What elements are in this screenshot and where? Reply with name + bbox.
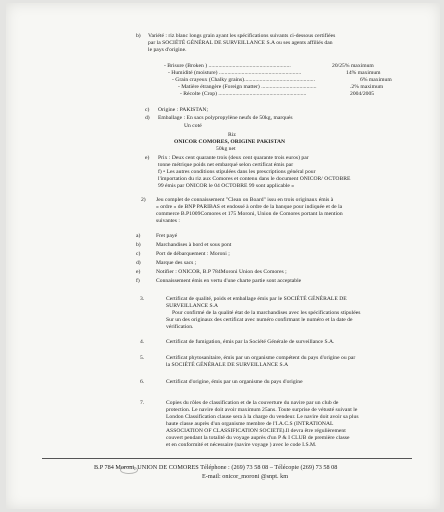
classification-line-4: haute classe auprès d'un organisme membre de l'I.A.C.S (INTRATIONAL — [166, 421, 334, 427]
item-6-number: 6. — [140, 379, 145, 385]
spec-label: - Brisure (Broken ) .......................................................... — [164, 63, 291, 69]
packaging-line-1: Emballage : En sacs polypropylène neufs de 50kg, marqués — [158, 115, 293, 121]
bill-of-lading-line-2: « ordre » de BNP PARIBAS et endossé à ordre de la banque pour indiquée et de la — [156, 204, 343, 210]
bill-of-lading-line-4: suivantes : — [156, 218, 180, 224]
spec-label: - Humidité (moisture) .......................................................... — [168, 70, 302, 76]
footer-address: B.P 784 Moroni, UNION DE COMORES Téléphone : (269) 73 58 08 – Télécopie (269) 73 58 08 — [94, 464, 338, 471]
item-2-number: 2) — [141, 197, 146, 203]
classification-line-1: Copies du rôles de classification et de la couverture du navire par un club de — [166, 400, 339, 406]
item-b-number: b) — [136, 33, 141, 39]
price-line-1: Prix : Deux cent quarante trois (deux cent quarante trois euros) par — [158, 155, 309, 161]
price-line-3: f) • Les autres conditions stipulées dans les prescriptions général pour — [158, 169, 316, 175]
bill-of-lading-line-1: Jeu complet de connaissement "Clean on Board" issu en trois originaux émis à — [156, 197, 334, 203]
spec-label: - Grain crayeux (Chalky grains).................................................. — [172, 77, 315, 83]
footer-rule — [42, 458, 412, 459]
footer-email: E-mail: onicor_moroni @snpt. km — [202, 473, 289, 480]
item-5-number: 5. — [140, 355, 145, 361]
classification-line-6: couvert pendant la totalité du voyage auprès d'un P & I CLUB de première classe — [166, 435, 350, 441]
spec-label: - Récolte (Crop) .............................................................. — [180, 91, 307, 97]
sublist-number: f) — [136, 278, 140, 284]
quality-cert-line-5: vérification. — [166, 324, 194, 330]
packaging-marking: ONICOR COMORES, ORIGINE PAKISTAN — [174, 139, 286, 145]
phytosanitary-cert-line-1: Certificat phytosanitaire, émis par un organisme compétent du pays d'origine ou par — [166, 355, 356, 361]
sublist-item: Notifier : ONICOR, B.P 784Moroni Union des Comores ; — [156, 269, 287, 275]
sublist-item: Fret payé — [156, 233, 178, 239]
item-e-number: e) — [145, 155, 150, 161]
classification-line-2: protection. Le navire doit avoir maximum 25ans. Toute surprise de vétusté suivant le — [166, 407, 358, 413]
sublist-item: Port de débarquement : Moroni ; — [156, 251, 230, 257]
item-4-number: 4. — [140, 339, 145, 345]
price-line-2: tonne métrique poids net embarqué selon certificat émis par — [158, 162, 294, 168]
item-3-number: 3. — [140, 296, 145, 302]
classification-line-7: et en conformité et nécessaire (navire voyage ) avec le code I.S.M. — [166, 442, 317, 448]
quality-cert-line-1: Certificat de qualité, poids et emballage émis par le SOCIÉTÉ GÉNÉRALE DE — [166, 296, 347, 302]
quality-cert-line-4: Sur un des originaux des certificat avec numéro confirmant le numéro et la date de — [166, 317, 353, 323]
packaging-line-3: Riz — [228, 132, 236, 138]
quality-cert-line-3: Pour confirmé de la qualité état de la marchandises avec les spécifications stipulées — [172, 310, 361, 316]
origin-text: Origine : PAKISTAN; — [158, 107, 209, 113]
sublist-number: a) — [136, 233, 141, 239]
price-line-4: l'importation du riz aux Comores et contenu dans le document ONICOR/ OCTOBRE — [158, 176, 351, 182]
packaging-line-2: Un coté — [184, 123, 202, 129]
spec-value: 14% maximum — [346, 70, 381, 76]
sublist-item: Marque des sacs ; — [156, 260, 197, 266]
quality-cert-line-2: SURVEILLANCE S.A — [166, 303, 219, 309]
item-d-number: d) — [145, 115, 150, 121]
item-7-number: 7. — [140, 400, 145, 406]
sublist-number: d) — [136, 260, 141, 266]
spec-value: 20/25% maximum — [332, 63, 374, 69]
sublist-number: c) — [136, 251, 141, 257]
variety-line-3: le pays d'origine. — [148, 47, 187, 53]
sublist-item: Marchandises à bord et sous pont — [156, 242, 232, 248]
variety-line-2: par la SOCIÉTÉ GÉNÉRAL DE SURVEILLANCE S.A ou ses agents affiliés dan — [148, 40, 333, 46]
sublist-number: b) — [136, 242, 141, 248]
spec-value: 6% maximum — [360, 77, 392, 83]
classification-line-5: ASSOCIATION OF CLASSIFICATION SOCIETE).Il devra être régulièrement — [166, 428, 346, 434]
item-c-number: c) — [145, 107, 150, 113]
spec-value: .2% maximum — [350, 84, 384, 90]
fumigation-cert: Certificat de fumigation, émis par la Société Générale de surveillance S.A. — [166, 339, 335, 345]
origin-cert: Certificat d'origine, émis par un organisme du pays d'origine — [166, 379, 303, 385]
price-line-5: 99 émis par ONICOR le 04 OCTOBRE 99 sont applicable » — [158, 183, 295, 189]
packaging-weight: 50kg net — [216, 146, 236, 152]
bill-of-lading-line-3: commerce B.P1009Comores et 175 Moroni, Union de Comores portant la mention — [156, 211, 343, 217]
variety-line-1: Variété : riz blanc longs grain ayant les spécifications suivants ci-dessous certifiées — [148, 33, 336, 39]
spec-label: - Matière étrangère (Foreign matter) ....................................... — [178, 84, 317, 90]
sublist-number: e) — [136, 269, 141, 275]
phytosanitary-cert-line-2: la SOCIÉTÉ GÉNÉRALE DE SURVEILLANCE S.A — [166, 362, 289, 368]
sublist-item: Connaissement émis en vertu d'une charte partie sont acceptable — [156, 278, 302, 284]
classification-line-3: London Classification clause sera à la charge du vendeur. Le navire doit avoir sa plus — [166, 414, 359, 420]
spec-value: 2004/2005 — [350, 91, 375, 97]
document-page — [6, 3, 440, 509]
